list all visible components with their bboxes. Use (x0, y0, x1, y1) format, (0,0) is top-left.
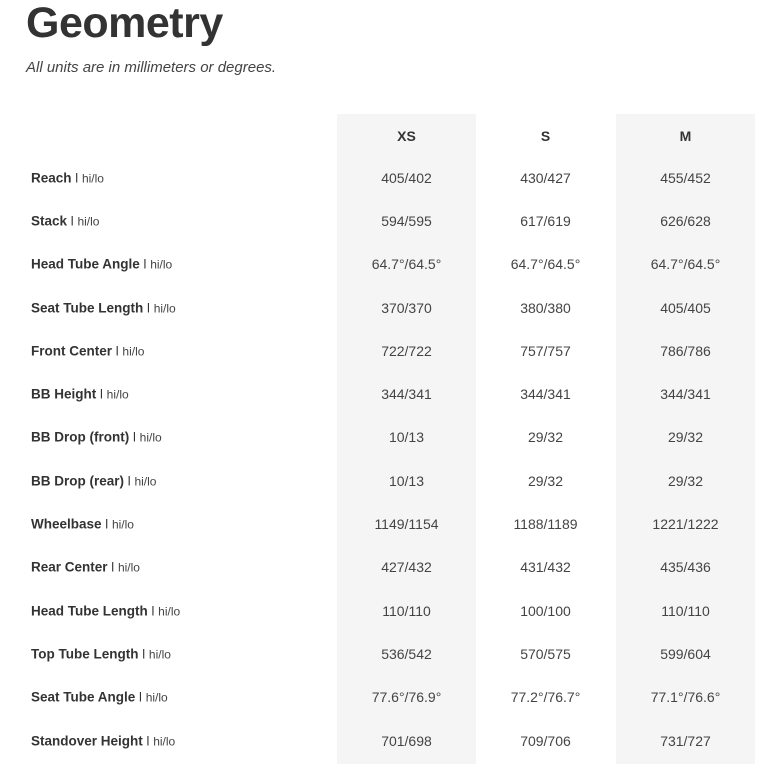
value-cell-m: 599/604 (660, 645, 711, 662)
value-cell-xs: 10/13 (388, 429, 425, 446)
row-label (31, 213, 99, 228)
row-label (31, 690, 168, 705)
table-row (0, 676, 770, 719)
value-cell-m: 786/786 (660, 342, 711, 359)
value-cell-s: 431/432 (520, 559, 571, 576)
value-cell-m: 435/436 (660, 559, 711, 576)
mode-separator: l (75, 170, 79, 186)
measurement-name: BB Height (31, 386, 97, 402)
page-title: Geometry (26, 0, 223, 47)
mode-separator: l (139, 689, 142, 705)
mode-separator: l (127, 473, 131, 489)
value-cell-xs: 370/370 (381, 299, 432, 316)
measurement-name: Wheelbase (31, 516, 102, 532)
flip-chip-mode-label: hi/lo (106, 387, 129, 402)
measurement-name: Rear Center (31, 559, 108, 575)
mode-separator: l (105, 516, 109, 532)
value-cell-s: 380/380 (520, 299, 571, 316)
value-cell-m: 455/452 (660, 169, 711, 186)
measurement-name: BB Drop (rear) (31, 473, 125, 489)
value-cell-s: 1188/1189 (513, 516, 578, 533)
table-row (0, 546, 770, 589)
flip-chip-mode-label: hi/lo (139, 430, 162, 445)
value-cell-m: 344/341 (660, 386, 711, 403)
value-cell-s: 344/341 (520, 386, 571, 403)
row-label (31, 560, 140, 575)
flip-chip-mode-label: hi/lo (145, 690, 168, 705)
measurement-name: BB Drop (front) (31, 429, 130, 445)
flip-chip-mode-label: hi/lo (117, 560, 140, 575)
value-cell-xs: 594/595 (381, 212, 432, 229)
flip-chip-mode-label: hi/lo (122, 344, 145, 359)
value-cell-s: 64.7°/64.5° (510, 256, 581, 273)
mode-separator: l (111, 559, 115, 575)
flip-chip-mode-label: hi/lo (148, 647, 171, 662)
table-row (0, 416, 770, 459)
measurement-name: Standover Height (31, 733, 143, 748)
value-cell-m: 64.7°/64.5° (650, 256, 721, 273)
flip-chip-mode-label: hi/lo (111, 517, 134, 532)
value-cell-xs: 722/722 (381, 342, 432, 359)
size-header-m: M (679, 128, 692, 144)
value-cell-s: 709/706 (520, 732, 571, 749)
value-cell-m: 1221/1222 (652, 516, 719, 533)
flip-chip-mode-label: hi/lo (150, 257, 173, 272)
size-header-xs: XS (397, 128, 416, 144)
mode-separator: l (115, 343, 119, 359)
value-cell-xs: 536/542 (381, 645, 432, 662)
table-row (0, 459, 770, 502)
value-cell-m: 29/32 (667, 472, 704, 489)
flip-chip-mode-label: hi/lo (153, 734, 176, 748)
row-label (31, 300, 176, 315)
value-cell-s: 100/100 (520, 602, 571, 619)
flip-chip-mode-label: hi/lo (81, 171, 104, 186)
value-cell-xs: 110/110 (382, 602, 431, 619)
value-cell-xs: 405/402 (381, 169, 432, 186)
value-cell-xs: 701/698 (381, 732, 432, 749)
size-header-s: S (540, 128, 551, 144)
table-row (0, 156, 770, 199)
value-cell-s: 570/575 (520, 645, 571, 662)
row-label (31, 257, 172, 272)
measurement-name: Seat Tube Angle (31, 689, 136, 705)
table-row (0, 632, 770, 675)
value-cell-xs: 64.7°/64.5° (371, 256, 442, 273)
flip-chip-mode-label: hi/lo (158, 604, 181, 619)
value-cell-s: 617/619 (520, 212, 571, 229)
table-row (0, 502, 770, 545)
value-cell-s: 77.2°/76.7° (510, 689, 581, 706)
value-cell-xs: 427/432 (381, 559, 432, 576)
value-cell-m: 626/628 (660, 212, 711, 229)
measurement-name: Seat Tube Length (31, 300, 144, 316)
value-cell-xs: 1149/1154 (374, 516, 439, 533)
table-row (0, 719, 770, 762)
row-label (31, 733, 175, 748)
table-row (0, 243, 770, 286)
measurement-name: Head Tube Length (31, 603, 148, 619)
mode-separator: l (146, 733, 150, 748)
row-label (31, 343, 144, 358)
row-label (31, 603, 180, 618)
mode-separator: l (143, 256, 147, 272)
flip-chip-mode-label: hi/lo (134, 474, 157, 489)
measurement-name: Stack (31, 213, 68, 229)
mode-separator: l (151, 603, 155, 619)
mode-separator: l (70, 213, 74, 229)
value-cell-s: 430/427 (520, 169, 571, 186)
mode-separator: l (142, 646, 146, 662)
value-cell-s: 757/757 (520, 342, 571, 359)
row-label (31, 170, 104, 185)
flip-chip-mode-label: hi/lo (153, 301, 176, 316)
measurement-name: Top Tube Length (31, 646, 139, 662)
table-row (0, 329, 770, 372)
table-row (0, 589, 770, 632)
table-row (0, 199, 770, 242)
value-cell-xs: 344/341 (381, 386, 432, 403)
mode-separator: l (133, 429, 136, 445)
row-label (31, 473, 156, 488)
mode-separator: l (100, 386, 103, 402)
row-label (31, 646, 171, 661)
value-cell-m: 77.1°/76.6° (650, 689, 721, 706)
mode-separator: l (147, 300, 150, 316)
table-row (0, 286, 770, 329)
measurement-name: Front Center (31, 343, 112, 359)
value-cell-s: 29/32 (527, 429, 564, 446)
value-cell-m: 110/110 (661, 602, 710, 619)
row-label (31, 387, 129, 402)
row-label (31, 517, 134, 532)
geometry-table (0, 156, 770, 762)
value-cell-s: 29/32 (527, 472, 564, 489)
value-cell-m: 405/405 (660, 299, 711, 316)
value-cell-m: 29/32 (667, 429, 704, 446)
table-row (0, 372, 770, 415)
row-label (31, 430, 162, 445)
measurement-name: Reach (31, 170, 72, 186)
units-note: All units are in millimeters or degrees. (26, 59, 277, 76)
value-cell-m: 731/727 (660, 732, 711, 749)
value-cell-xs: 10/13 (388, 472, 425, 489)
value-cell-xs: 77.6°/76.9° (371, 689, 442, 706)
flip-chip-mode-label: hi/lo (77, 214, 100, 229)
measurement-name: Head Tube Angle (31, 256, 140, 272)
